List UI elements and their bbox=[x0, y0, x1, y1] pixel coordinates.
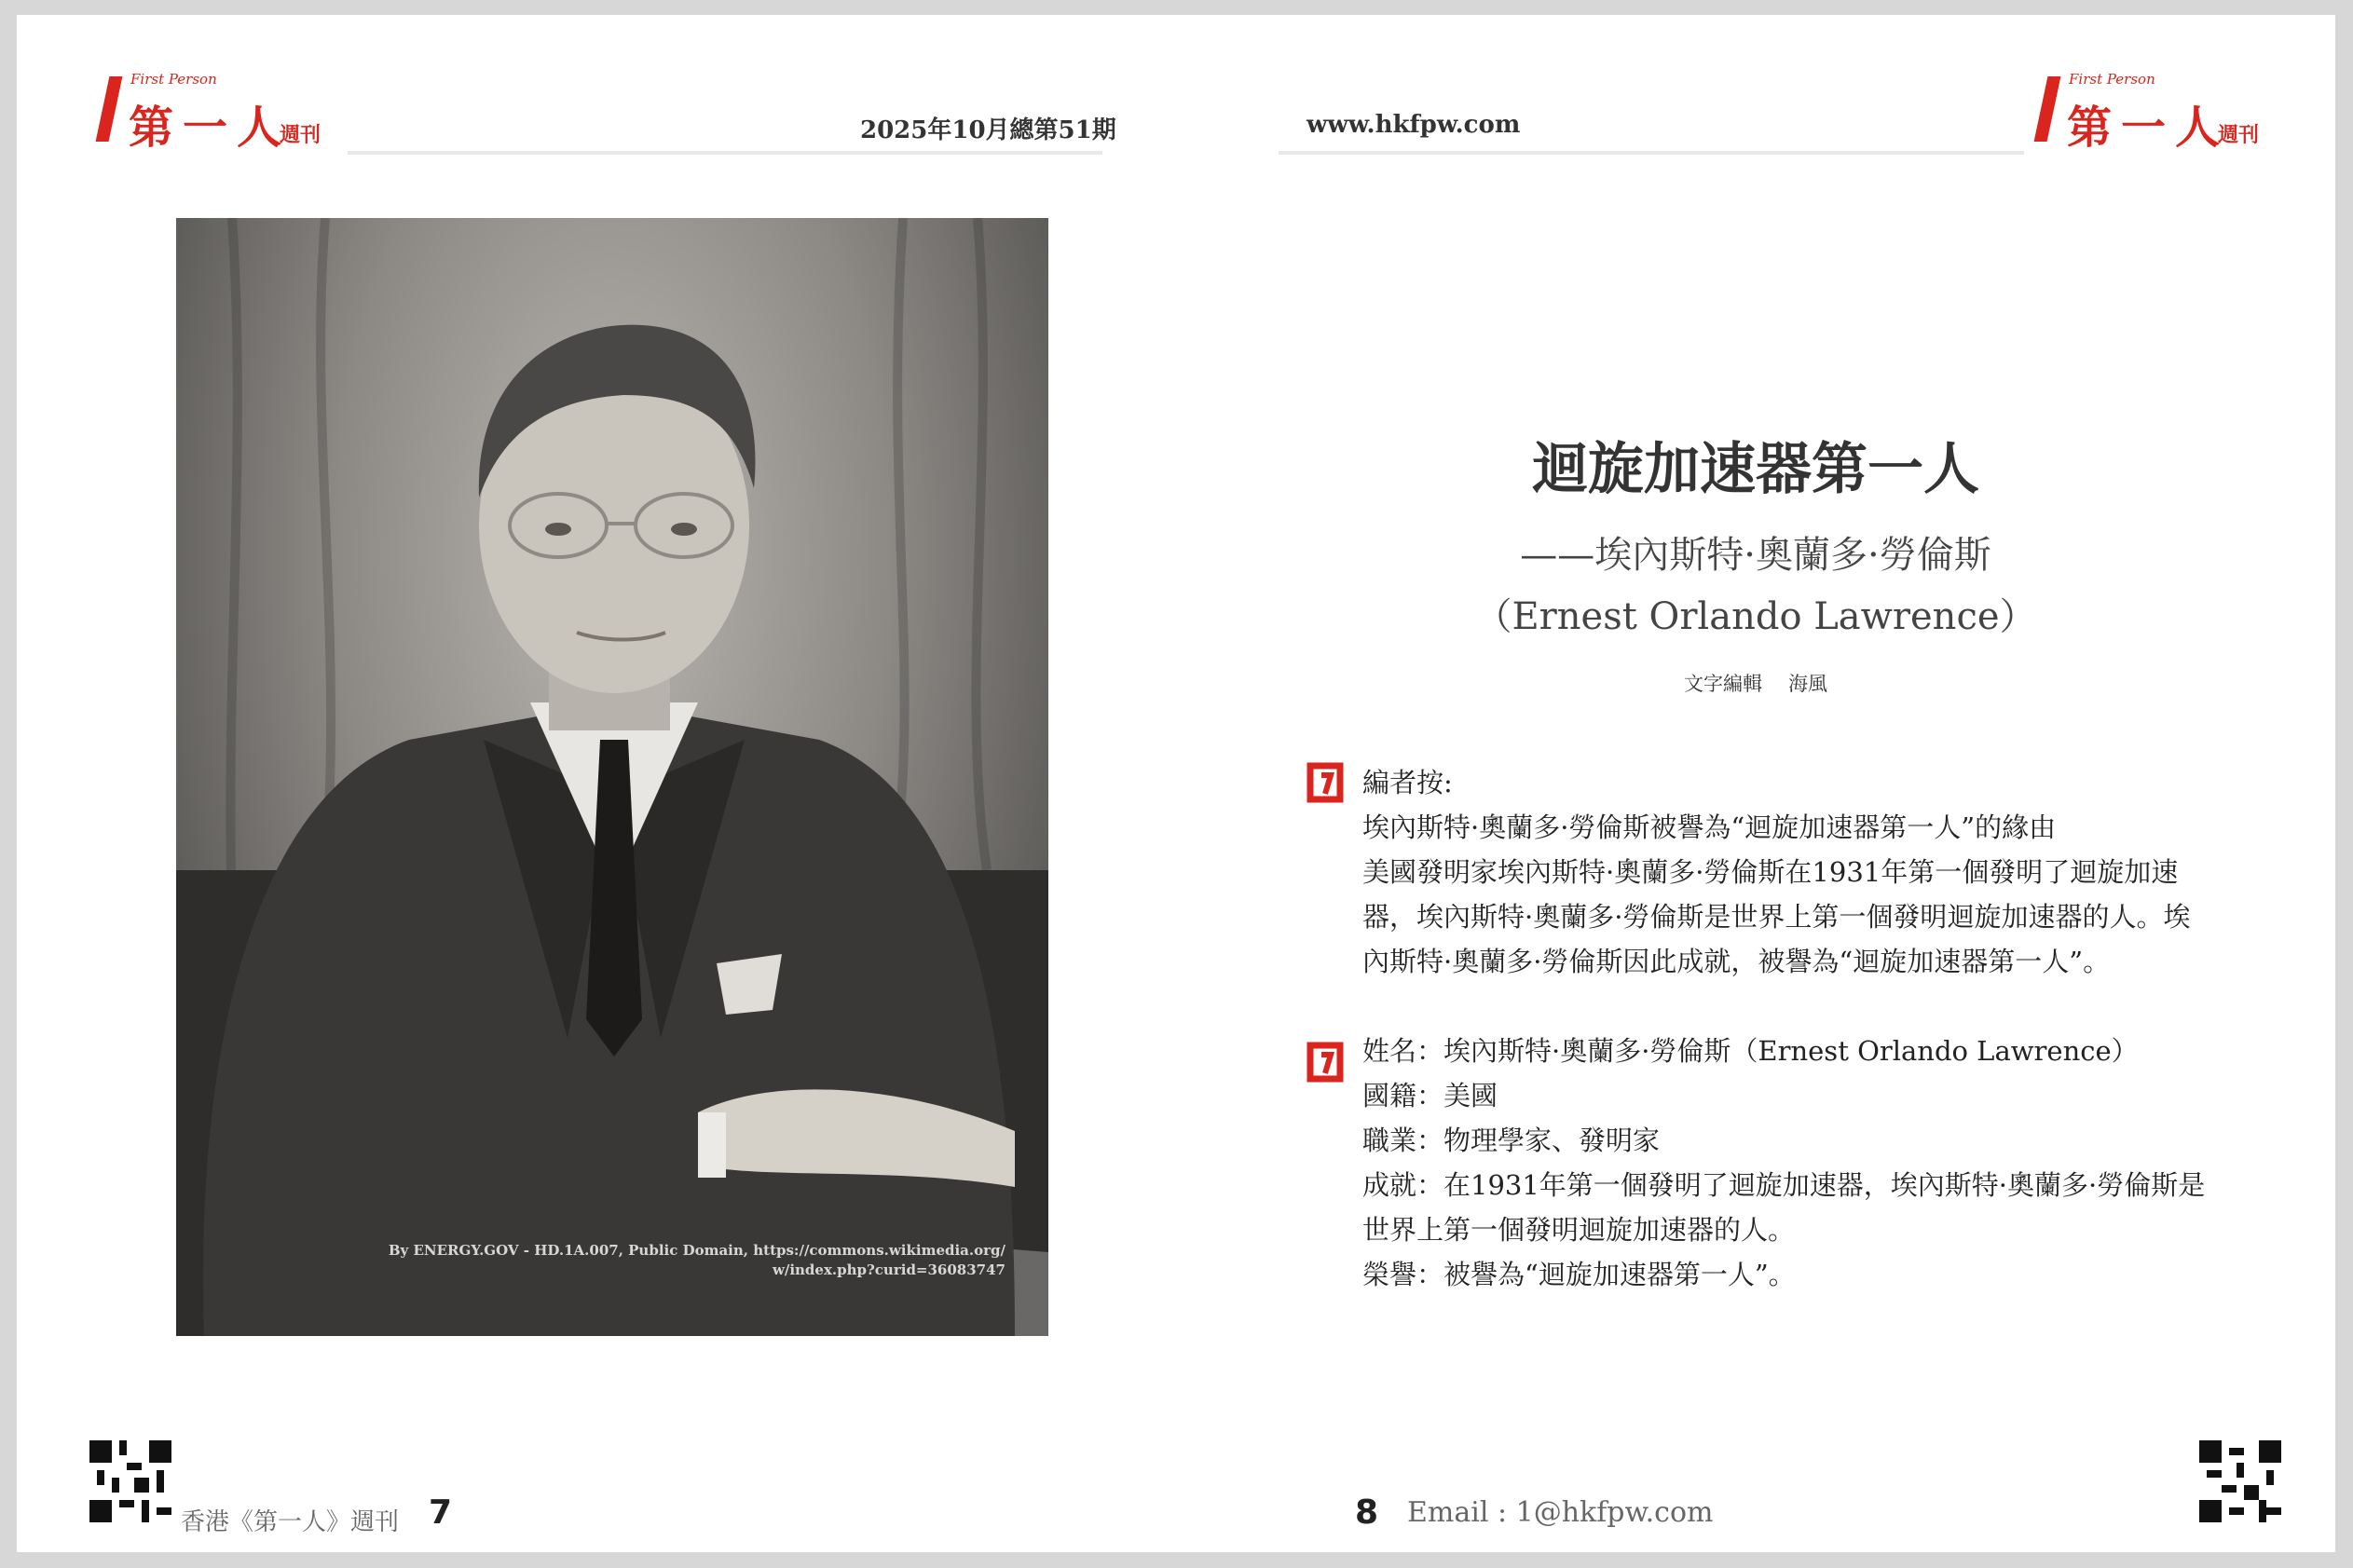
profile-section bbox=[1362, 1029, 2257, 1297]
page-number-left: 7 bbox=[429, 1493, 453, 1532]
magazine-logo bbox=[103, 71, 345, 155]
footer-email[interactable]: Email : 1@hkfpw.com bbox=[1407, 1496, 1714, 1529]
profile-honor: 榮譽：被譽為“迴旋加速器第一人”。 bbox=[1362, 1259, 1796, 1290]
logo-bar bbox=[2034, 76, 2061, 142]
logo-name: 第一人 bbox=[129, 102, 292, 154]
editor-note-line: 美國發明家埃內斯特·奧蘭多·勞倫斯在1931年第一個發明了迴旋加速 bbox=[1362, 856, 2179, 888]
profile-occupation: 職業：物理學家、發明家 bbox=[1362, 1125, 1661, 1156]
logo-weekly: 週刊 bbox=[280, 123, 321, 147]
article-author bbox=[1176, 669, 2335, 697]
logo-bar bbox=[96, 76, 123, 142]
page-number-right: 8 bbox=[1355, 1493, 1379, 1532]
section-marker-icon bbox=[1306, 1042, 1344, 1083]
qr-code-icon bbox=[2199, 1440, 2281, 1522]
author-name: 海風 bbox=[1788, 673, 1827, 695]
section-marker-icon bbox=[1306, 762, 1344, 803]
editor-note-line: 埃內斯特·奧蘭多·勞倫斯被譽為“迴旋加速器第一人”的緣由 bbox=[1362, 811, 2057, 843]
magazine-logo bbox=[2041, 71, 2283, 155]
issue-label: 2025年10月總第51期 bbox=[860, 116, 1116, 144]
right-page bbox=[1176, 15, 2335, 1552]
author-label: 文字編輯 bbox=[1684, 673, 1762, 695]
editor-note-line: 編者按: bbox=[1362, 767, 1453, 798]
portrait-photo bbox=[176, 218, 1048, 1336]
logo-name: 第一人 bbox=[2067, 102, 2230, 154]
logo-first-person: First Person bbox=[2069, 71, 2155, 88]
profile-nationality: 國籍：美國 bbox=[1362, 1080, 1498, 1111]
editor-note bbox=[1362, 760, 2257, 984]
website-link[interactable]: www.hkfpw.com bbox=[1306, 111, 1521, 139]
qr-code-icon bbox=[89, 1440, 171, 1522]
logo-weekly: 週刊 bbox=[2218, 123, 2260, 147]
article-subtitle-cn: ——埃內斯特·奧蘭多·勞倫斯 bbox=[1520, 534, 1991, 577]
portrait-illustration bbox=[176, 218, 1048, 1336]
editor-note-line: 器，埃內斯特·奧蘭多·勞倫斯是世界上第一個發明迴旋加速器的人。埃 bbox=[1362, 901, 2191, 933]
header-rule bbox=[1279, 151, 2024, 155]
profile-achievement-cont: 世界上第一個發明迴旋加速器的人。 bbox=[1362, 1214, 1796, 1246]
profile-achievement: 成就：在1931年第一個發明了迴旋加速器，埃內斯特·奧蘭多·勞倫斯是 bbox=[1362, 1169, 2206, 1201]
header-rule bbox=[348, 151, 1102, 155]
article-subtitle-en: （Ernest Orlando Lawrence） bbox=[1474, 595, 2037, 638]
photo-credit-line2: w/index.php?curid=36083747 bbox=[772, 1261, 1005, 1278]
magazine-spread bbox=[17, 15, 2335, 1552]
photo-credit-line1: By ENERGY.GOV - HD.1A.007, Public Domain, https://commons.wikimedia.org/ bbox=[388, 1242, 1005, 1259]
article-title: 迴旋加速器第一人 bbox=[1532, 437, 1979, 502]
logo-first-person: First Person bbox=[130, 71, 217, 88]
footer-magazine-name: 香港《第一人》週刊 bbox=[181, 1508, 400, 1536]
profile-name: 姓名：埃內斯特·奧蘭多·勞倫斯（Ernest Orlando Lawrence） bbox=[1362, 1035, 2139, 1067]
photo-credit bbox=[389, 1241, 1005, 1280]
editor-note-line: 內斯特·奧蘭多·勞倫斯因此成就，被譽為“迴旋加速器第一人”。 bbox=[1362, 946, 2111, 977]
left-page bbox=[17, 15, 1176, 1552]
